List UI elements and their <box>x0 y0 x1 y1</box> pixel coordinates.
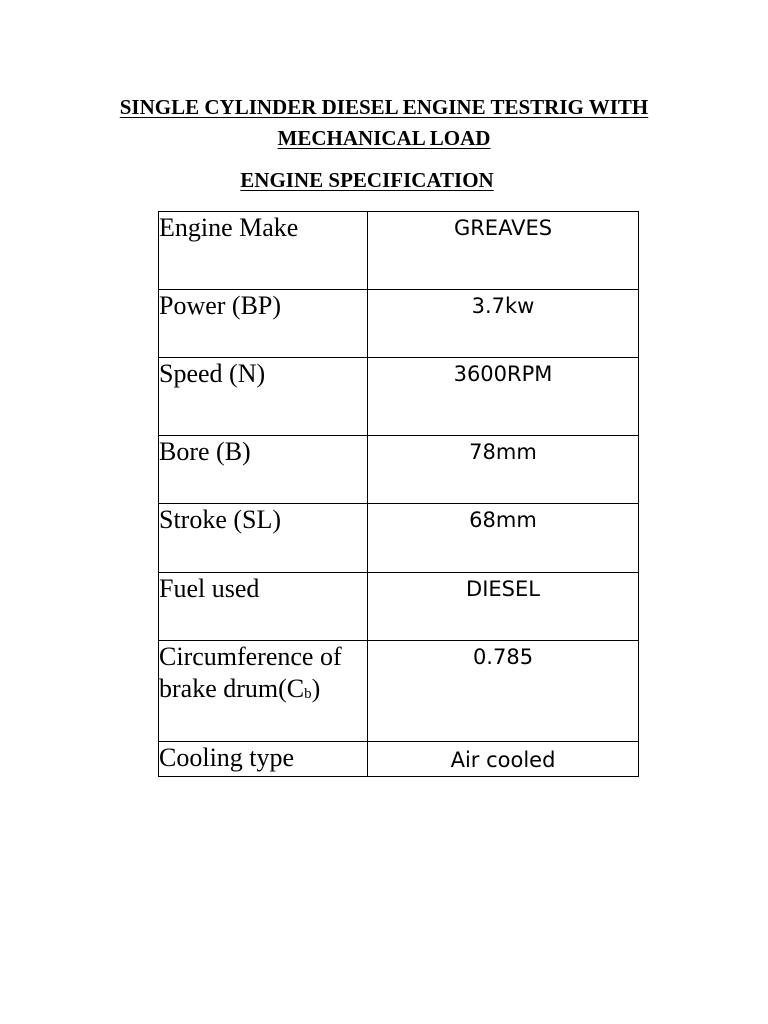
document-title-line-1: SINGLE CYLINDER DIESEL ENGINE TESTRIG WITH <box>119 95 649 119</box>
spec-label: Engine Make <box>159 212 368 290</box>
spec-row-fuel <box>159 573 639 641</box>
spec-value: DIESEL <box>368 573 639 641</box>
spec-value: 78mm <box>368 436 639 504</box>
spec-value: 68mm <box>368 504 639 573</box>
spec-label: Cooling type <box>159 742 368 777</box>
spec-label: Stroke (SL) <box>159 504 368 573</box>
spec-value: 3600RPM <box>368 358 639 436</box>
spec-row-bore <box>159 436 639 504</box>
spec-value: Air cooled <box>368 742 639 777</box>
spec-row-engine-make <box>159 212 639 290</box>
spec-label: Speed (N) <box>159 358 368 436</box>
document-title-line-2: MECHANICAL LOAD <box>277 126 491 150</box>
spec-label <box>159 641 368 742</box>
spec-row-brake-drum <box>159 641 639 742</box>
spec-label: Power (BP) <box>159 290 368 358</box>
spec-label-line-1: Circumference of <box>159 642 342 671</box>
spec-label-line-2: brake $drum(C_b)$ <box>159 674 321 703</box>
spec-row-stroke <box>159 504 639 573</box>
subscript-b: b <box>304 686 312 702</box>
engine-specification-table <box>158 211 639 777</box>
spec-row-power <box>159 290 639 358</box>
spec-row-cooling <box>159 742 639 777</box>
spec-row-speed <box>159 358 639 436</box>
spec-value: GREAVES <box>368 212 639 290</box>
spec-label: Fuel used <box>159 573 368 641</box>
spec-label: Bore (B) <box>159 436 368 504</box>
spec-value: 3.7kw <box>368 290 639 358</box>
spec-value: 0.785 <box>368 641 639 742</box>
section-heading: ENGINE SPECIFICATION <box>240 168 494 192</box>
